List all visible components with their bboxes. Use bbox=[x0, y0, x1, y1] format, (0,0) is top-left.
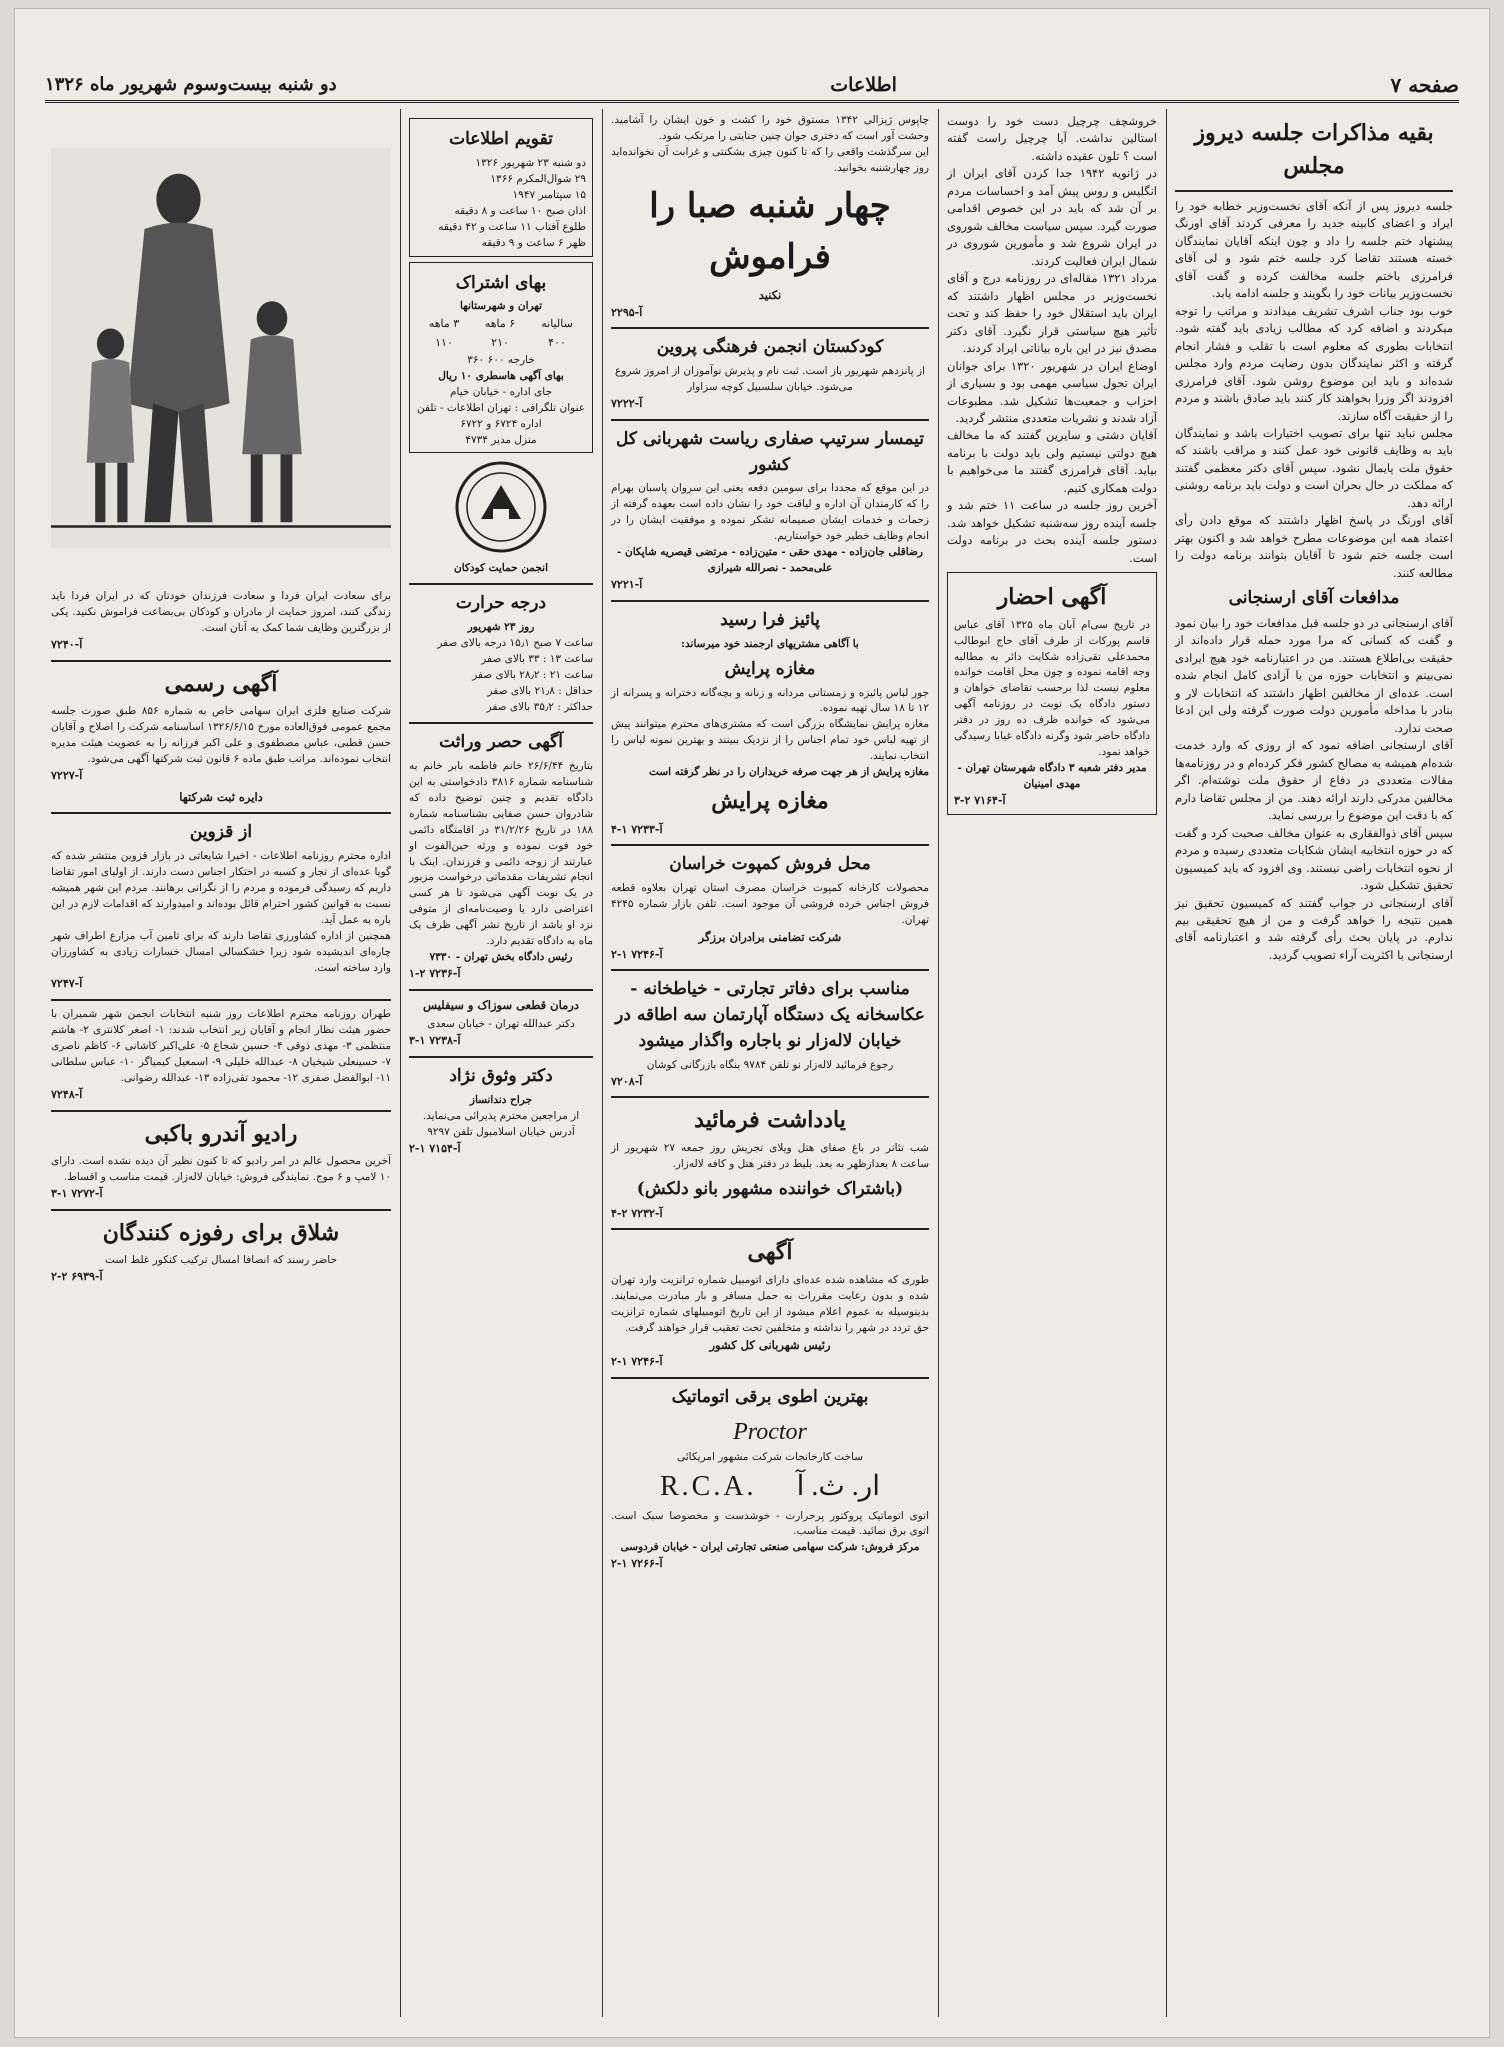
thanks-code: آ-۷۲۲۱ bbox=[611, 578, 643, 592]
qazvin-body-2: همچنین از اداره کشاورزی تقاضا دارند که برای تامین آب مزارع اطراف شهر چاره‌ای اندیشیده شود زیرا خشکسالی امسال خسارات زیادی به کشاورزان وارد ساخته است. bbox=[51, 929, 391, 974]
clinic-title: درمان قطعی سوزاک و سیفلیس bbox=[423, 997, 579, 1012]
divider bbox=[611, 969, 929, 971]
sub-body: آقای ارسنجانی در دو جلسه قبل مدافعات خود را بیان نمود و گفت که کسانی که مرا مورد حمله قرار داده‌اند از حقیقت بی‌اطلاع هستند. من در اعتبارنامه خود هیچ ایرادی نمی‌بینم و انتخابات حوزه من با آزادی کامل انجام شده است. عده‌ای از مخالفین اظهار داشتند که انتخابات لار و بنادر با مداخله مأمورین دولت صورت گرفته ولی این ادعا صحت ندارد. bbox=[1175, 616, 1453, 735]
apartment-code: آ-۷۲۰۸ bbox=[611, 1074, 643, 1088]
column-5 bbox=[45, 109, 397, 2017]
divider bbox=[51, 999, 391, 1001]
page-header bbox=[45, 69, 1459, 103]
column-3 bbox=[605, 109, 935, 2017]
calendar-title: تقویم اطلاعات bbox=[449, 129, 553, 149]
autumn-logo: مغازه پرایش bbox=[711, 788, 829, 815]
temperature-title: درجه حرارت bbox=[455, 593, 547, 614]
qazvin-body: اداره محترم روزنامه اطلاعات - اخیرا شایعاتی در بازار قزوین منتشر شده که گویا عده‌ای از تجار و کسبه در احتکار اجناس دست دارند. از اولیای امور تقاضا داریم که رسیدگی فرموده و مردم را از نگرانی برهانند. مردم این شهر همیشه نسبت به قوانین کشور احترام قائل بوده‌اند و امیدوارند که اقدامات لازم در این باره به عمل آید. bbox=[51, 849, 391, 926]
divider bbox=[611, 600, 929, 602]
notice-footer: رئیس شهربانی کل کشور bbox=[709, 1337, 831, 1352]
temperature-date: روز ۲۳ شهریور bbox=[467, 621, 535, 634]
whip-code: آ-۶۹۳۹ ۲-۲ bbox=[51, 1270, 103, 1284]
temperature-row: ساعت ۲۱ : ۲۸٫۲ بالای صفر bbox=[472, 669, 593, 682]
reminder-title: یادداشت فرمائید bbox=[694, 1107, 846, 1134]
newspaper-page bbox=[14, 8, 1490, 2038]
summons-title: آگهی احضار bbox=[997, 584, 1107, 611]
divider bbox=[611, 1228, 929, 1230]
divider bbox=[51, 1209, 391, 1211]
subscription-header: ۶ ماهه bbox=[484, 317, 516, 331]
column-4 bbox=[403, 109, 599, 2017]
mother-children-illustration bbox=[51, 113, 391, 583]
lead-body-4: آقای اورنگ در پاسخ اظهار داشتند که موقع دادن رأی اعتماد همه این موضوعات مطرح خواهد شد و اکنون بهتر است جلسه ختم شود تا آقایان بتوانند برنامه دولت را مطالعه کنند. bbox=[1175, 513, 1453, 580]
iron-code: آ-۷۲۶۶ ۱-۲ bbox=[611, 1557, 663, 1571]
summons-code: آ-۷۱۶۴ ۲-۳ bbox=[954, 794, 1006, 808]
official-footer: دایره ثبت شرکتها bbox=[179, 789, 263, 804]
film-subtitle: نکنید bbox=[758, 288, 782, 303]
qazvin-title: از قزوین bbox=[189, 822, 253, 843]
lead-body: جلسه دیروز پس از آنکه آقای نخست‌وزیر خطابه خود را ایراد و اعضای کابینه جدید را معرفی کردند آقای اورنگ پیشنهاد ختم جلسه را داد و چون اینکه آقایان نمایندگان خسته هستند تقاضا کرد جلسه ختم شود و لی آقای فرامرزی باختم جلسه مخالفت کرده و گفت آقای نخست‌وزیر بیانات خود را بگویند و جلسه ادامه یابد. bbox=[1175, 198, 1453, 301]
subscription-foreign: خارجه ۶۰۰ ۳۶۰ bbox=[467, 353, 535, 366]
col2-body-3: اوضاع ایران در شهریور ۱۳۲۰ برای جوانان ایران تحول سیاسی مهمی بود و بسیاری از احزاب و جمعیت‌ها تشکیل شد. مطبوعات آزاد شدند و نشریات متعددی منتشر گردید. bbox=[947, 358, 1157, 425]
thanks-body: در این موقع که مجددا برای سومین دفعه یعنی این سروان پاسبان بهرام را که کارمندان آن اداره و لیاقت خود را نشان داده است بعهده گرفته از زحمات و خدمات ایشان صمیمانه تشکر نموده و موفقیت ایشان را در انجام وظایف خطیر خود خواستاریم. bbox=[611, 482, 929, 543]
columns bbox=[45, 109, 1459, 2017]
iron-body: اتوی اتوماتیک پروکتور پرحرارت - خوشدست و مخصوصا سبک است. اتوی برق نمائید. قیمت مناسب. bbox=[611, 1509, 929, 1538]
lead-title: بقیه مذاکرات جلسه دیروز مجلس bbox=[1194, 120, 1434, 180]
autumn-body: جور لباس پائیزه و زمستانی مردانه و زنانه و بچه‌گانه دخترانه و پسرانه از ۱۲ تا ۱۸ سال تهیه نموده. bbox=[611, 686, 929, 715]
divider bbox=[611, 1377, 929, 1379]
divider bbox=[611, 419, 929, 421]
issue-date: دو شنبه بیست‌وسوم شهریور ماه ۱۳۲۶ bbox=[45, 74, 337, 95]
iron-subtitle: ساخت کارخانجات شرکت مشهور امریکائی bbox=[676, 1451, 864, 1464]
temperature-row: ساعت ۱۳ : ۳۳ بالای صفر bbox=[481, 653, 593, 666]
divider bbox=[409, 1056, 593, 1058]
inheritance-code: آ-۷۲۳۶ ۲-۱ bbox=[409, 967, 461, 981]
column-1 bbox=[1169, 109, 1459, 2017]
divider bbox=[409, 583, 593, 585]
notice-code: آ-۷۲۴۶ ۱-۲ bbox=[611, 1355, 663, 1369]
column-2 bbox=[941, 109, 1163, 2017]
autumn-body-2: مغازه پرایش نمایشگاه بزرگی است که مشتری‌های محترم میتوانند پیش از تهیه لباس خود تمام اجناس را از نزدیک ببینند و بهترین نمونه لباس را انتخاب نمایند. bbox=[611, 718, 929, 763]
divider bbox=[611, 327, 929, 329]
election-body: طهران روزنامه محترم اطلاعات روز شنبه انتخابات انجمن شهر شمیران با حضور هیئت نظار انجام و آقایان زیر انتخاب شدند: ۱- اصغر کلانتری ۲- هاشم منتظمی ۳- مهدی ذوقی ۴- حسین شجاع ۵- علی‌اکبر کاشانی ۶- کاظم ناصری ۷- حسینعلی شیخیان ۸- عبدالله خلیلی ۹- اسمعیل کیمیاگر ۱۰- عباس سلطانی ۱۱- ابوالفضل صفری ۱۲- محمود تقی‌زاده ۱۳- عبدالله رضوانی. bbox=[51, 1008, 392, 1084]
divider bbox=[611, 1096, 929, 1098]
apartment-body: رجوع فرمائید لاله‌زار نو تلفن ۹۷۸۴ بنگاه بازرگانی کوشان bbox=[646, 1058, 894, 1071]
summons-body: در تاریخ سی‌ام آبان ماه ۱۳۲۵ آقای عباس قاسم پورکات از طرف آقای حاج ابوطالب محمدعلی تقی‌زاده شکایت دائر به مطالبه وجه اقامه نموده و چون محل اقامت خوانده معلوم نیست لذا برحسب تقاضای خواهان و دستور دادگاه یک نوبت در روزنامه آگهی می‌شود که خوانده ظرف ده روز در دفتر دادگاه حاضر شود وگرنه دادگاه غیابا رسیدگی خواهد نمود. bbox=[954, 618, 1150, 759]
autumn-store: مغازه پرایش bbox=[724, 658, 816, 679]
calendar-row: ۲۹ شوال‌المکرم ۱۳۶۶ bbox=[490, 172, 586, 185]
whip-body: حاضر رسند که انصافا امسال ترکیب کنکور غلط است bbox=[105, 1254, 337, 1267]
iron-rca bbox=[611, 1466, 929, 1509]
iron-brand: Proctor bbox=[733, 1418, 807, 1445]
charity-logo-icon bbox=[453, 459, 549, 555]
divider bbox=[611, 844, 929, 846]
compote-footer: شرکت تضامنی برادران برزگر bbox=[698, 930, 842, 945]
lead-body-3: مجلس نباید تنها برای تصویب اختیارات باشد و نمایندگان باید به وظایف قانونی خود عمل کنند و مراقب باشند که حقوق ملت پایمال نشود. سپس آقای دکتر معظمی گفتند که مملکت در حال بحران است و دولت باید برنامه روشنی ارائه دهد. bbox=[1175, 425, 1453, 510]
divider bbox=[51, 812, 391, 814]
film-code: آ-۲۲۹۵ bbox=[611, 305, 643, 319]
thanks-title: تیمسار سرتیپ صفاری ریاست شهربانی کل کشور bbox=[615, 428, 925, 475]
col2-body: در ژانویه ۱۹۴۲ جدا کردن آقای ایران از انگلیس و روس پیش آمد و احساسات مردم بر آن شد که باید در این خصوص اقدامی صورت گیرد. سپس سیاست مخالف شوروی در ایران شروع شد و مأمورین شوروی در شمال ایران فعالیت کردند. bbox=[947, 166, 1157, 268]
qazvin-code: آ-۷۲۴۷ bbox=[51, 977, 83, 991]
apartment-title: مناسب برای دفاتر تجارتی - خیاطخانه - عکاسخانه یک دستگاه آپارتمان سه اطاقه در خیابان لاله‌زار نو باجاره واگذار میشود bbox=[615, 979, 925, 1051]
divider bbox=[1175, 190, 1453, 192]
clinic-code: آ-۷۲۳۸ ۱-۳ bbox=[409, 1034, 461, 1048]
calendar-row: اذان صبح ۱۰ ساعت و ۸ دقیقه bbox=[454, 204, 586, 217]
calendar-row: ۱۵ سپتامبر ۱۹۴۷ bbox=[512, 188, 586, 201]
illustration-caption: برای سعادت ایران فردا و سعادت فرزندان خودتان که در ایران فردا باید زندگی کنند، امروز حمایت از مادران و کودکان بی‌بضاعت فراموش نکنید. یکی از بزرگترین وظایف شما کمک به آنان است. bbox=[51, 590, 391, 634]
notice-body: طوری که مشاهده شده عده‌ای دارای اتومبیل شماره ترانزیت وارد تهران شده و بدون رعایت مقررات به حمل مسافر و بار مبادرت می‌نمایند. بدینوسیله به عموم اعلام میشود از این تاریخ اتومبیلهای شماره ترانزیت حق تردد در شهر را نداشته و متخلفین تحت تعقیب قرار خواهند گرفت. bbox=[611, 1273, 929, 1334]
radio-code: آ-۷۲۷۲ ۱-۳ bbox=[51, 1187, 103, 1201]
calendar-box bbox=[409, 118, 593, 257]
temperature-row: ساعت ۷ صبح ۱۵٫۱ درجه بالای صفر bbox=[437, 637, 593, 650]
crime-teaser: چاپوس ژیزالی ۱۳۴۲ مستوق خود را کشت و خون ایشان را آشامید. وحشت آور است که دختری جوان چنین جنایتی را مرتکب شود. bbox=[611, 114, 929, 142]
summons-footer: مدیر دفتر شعبه ۳ دادگاه شهرستان تهران - مهدی امینیان bbox=[957, 762, 1147, 791]
divider bbox=[51, 660, 391, 662]
reminder-code: آ-۷۲۳۲ ۲-۴ bbox=[611, 1206, 663, 1220]
paper-name: اطلاعات bbox=[830, 73, 897, 96]
autumn-body-3: مغازه پرایش از هر جهت صرفه خریداران را در نظر گرفته است bbox=[649, 766, 929, 779]
dentist-subtitle: جراح دندانساز bbox=[469, 1093, 533, 1106]
calendar-row: طلوع آفتاب ۱۱ ساعت و ۴۲ دقیقه bbox=[438, 220, 586, 233]
illustration-code: آ-۷۲۴۰ bbox=[51, 637, 83, 651]
compote-title: محل فروش کمپوت خراسان bbox=[669, 854, 871, 875]
col2-intro: خروشچف چرچیل دست خود را دوست استالین نداشت. آیا چرچیل راست گفته است ؟ تلون عقیده داشته. bbox=[947, 114, 1157, 163]
clinic-body: دکتر عبدالله تهران - خیابان سعدی bbox=[427, 1018, 575, 1031]
autumn-title: پائیز فرا رسید bbox=[720, 609, 820, 630]
film-title: چهار شنبه صبا را فراموش bbox=[649, 185, 891, 278]
radio-body: آخرین محصول عالم در امر رادیو که تا کنون نظیر آن دیده نشده است. دارای ۱۰ لامپ و ۶ موج. نمایندگی فروش: خیابان لاله‌زار. قیمت مناسب و اقساط. bbox=[51, 1155, 391, 1184]
divider bbox=[409, 722, 593, 724]
crime-teaser-2: این سرگذشت واقعی را که تا کنون چیزی بشکنتی و غرابت آن نخوانده‌اید روز چهارشنبه بخوانید. bbox=[611, 145, 929, 174]
radio-title: رادیو آندرو باکبی bbox=[144, 1120, 298, 1147]
whip-title: شلاق برای رفوزه کنندگان bbox=[102, 1219, 340, 1246]
col2-body-4: آقایان دشتی و سایرین گفتند که ما مخالف هیچ دولتی نیستیم ولی باید دولت با برنامه بیاید. آقای فرامرزی گفتند ما می‌خواهیم با دولت همکاری کنیم. bbox=[947, 428, 1157, 495]
iron-rca-latin: R.C.A. bbox=[659, 1470, 757, 1502]
column-rule bbox=[602, 109, 603, 2017]
subscription-line: تهران و شهرستانها bbox=[459, 300, 543, 313]
office-phone: عنوان تلگرافی : تهران اطلاعات - تلفن اداره ۶۷۲۴ و ۶۷۲۲ bbox=[416, 401, 586, 430]
temperature-row: حداقل : ۲۱٫۸ بالای صفر bbox=[487, 685, 593, 698]
subscription-box bbox=[409, 262, 593, 454]
notice-title: آگهی bbox=[747, 1239, 793, 1266]
inheritance-title: آگهی حصر وراثت bbox=[439, 731, 563, 752]
dentist-code: آ-۷۱۵۴ ۱-۲ bbox=[409, 1141, 461, 1155]
office-address: جای اداره - خیابان خیام bbox=[450, 385, 552, 398]
subscription-title: بهای اشتراک bbox=[455, 272, 547, 293]
dentist-title: دکتر وثوق نژاد bbox=[449, 1066, 553, 1087]
page-number: صفحه ۷ bbox=[1390, 72, 1459, 97]
column-rule bbox=[938, 109, 939, 2017]
divider bbox=[51, 1110, 391, 1112]
sub-body-4: آقای ارسنجانی در جواب گفتند که کمیسیون تحقیق نیز همین نتیجه را خواهد گرفت و من از هیچ تحقیقی بیم ندارم. در پایان بحث رأی گرفته شد و اعتبارنامه آقای ارسنجانی با اکثریت آراء تصویب گردید. bbox=[1175, 895, 1453, 962]
calendar-row: دو شنبه ۲۳ شهریور ۱۳۲۶ bbox=[475, 156, 586, 169]
election-code: آ-۷۲۴۸ bbox=[51, 1087, 83, 1101]
subscription-value: ۱۱۰ bbox=[435, 336, 453, 350]
lead-body-2: خوب بود جناب اشرف تشریف میدادند و مراتب را توجه میکردند و اضافه کرد که مطالب زیادی باید گفته شود. انتخابات بطوری که معلوم است با تقلب و فشار انجام گرفته و اکثر نمایندگان بدون رضایت مردم وارد مجلس شده‌اند و باید این موضوع روشن شود. آقای فرامرزی افزودند اگر وزرا بخواهند کار کنند باید صادق باشند و مردم را از حقیقت آگاه سازند. bbox=[1175, 303, 1453, 423]
autumn-subtitle: با آگاهی مشتریهای ارجمند خود میرساند: bbox=[681, 637, 859, 650]
official-title: آگهی رسمی bbox=[164, 670, 278, 697]
kindergarten-title: کودکستان انجمن فرهنگی پروین bbox=[656, 337, 884, 358]
kindergarten-code: آ-۷۲۲۲ bbox=[611, 397, 643, 411]
subscription-header: ۳ ماهه bbox=[428, 317, 460, 331]
temperature-row: حداکثر : ۳۵٫۲ بالای صفر bbox=[486, 701, 593, 714]
column-rule bbox=[400, 109, 401, 2017]
compote-body: محصولات کارخانه کمپوت خراسان مصرف استان تهران بعلاوه قطعه فروش اجناس خرده فروشی آن موجود است. تلفن بازار شماره ۴۲۴۵ تهران. bbox=[611, 882, 929, 927]
subscription-header: سالیانه bbox=[541, 317, 573, 331]
autumn-code: آ-۷۲۳۳ ۱-۴ bbox=[611, 822, 663, 836]
subscription-table bbox=[416, 315, 586, 352]
sub-body-2: آقای ارسنجانی اضافه نمود که از روزی که وارد خدمت شده‌ام همیشه به مصالح کشور فکر کرده‌ام و در روزنامه‌ها مقالات متعددی در دفاع از حقوق ملت نوشته‌ام. اگر مخالفین مدرکی دارند ارائه دهند. من از مجلس تقاضا دارم که با دقت این موضوع را بررسی نماید. bbox=[1175, 738, 1453, 823]
reminder-body: شب تئاتر در باغ صفای هتل ویلای تجریش روز جمعه ۲۷ شهریور از ساعت ۸ بعدازظهر به بعد. بلیط در دفتر هتل و کافه لاله‌زار. bbox=[611, 1141, 929, 1170]
divider bbox=[409, 989, 593, 991]
dentist-body: از مراجعین محترم پذیرائی می‌نماید. آدرس خیابان اسلامبول تلفن ۹۲۹۷ bbox=[422, 1109, 580, 1138]
calendar-row: ظهر ۶ ساعت و ۹ دقیقه bbox=[481, 236, 586, 249]
reminder-subtitle: (باشتراک خواننده مشهور بانو دلکش) bbox=[636, 1178, 904, 1199]
iron-footer: مرکز فروش: شرکت سهامی صنعتی تجارتی ایران - خیابان فردوسی bbox=[620, 1541, 920, 1554]
charity-caption: انجمن حمایت کودکان bbox=[454, 562, 548, 575]
col2-body-2: مرداد ۱۳۲۱ مقاله‌ای در روزنامه درج و آقای نخست‌وزیر در مجلس اظهار داشتند که ایران باید استقلال خود را حفظ کند و تحت تأثیر هیچ سیاستی قرار نگیرد. آقای دکتر مصدق نیز در این باره بیاناتی ایراد کردند. bbox=[947, 271, 1157, 356]
inheritance-footer: رئیس دادگاه بخش تهران - ۷۳۳۰ bbox=[429, 951, 573, 964]
compote-code: آ-۷۲۴۶ ۱-۲ bbox=[611, 947, 663, 961]
sub-title: مدافعات آقای ارسنجانی bbox=[1228, 588, 1400, 609]
editor-phone: منزل مدیر ۴۷۳۴ bbox=[465, 433, 537, 446]
kindergarten-body: از پانزدهم شهریور باز است. ثبت نام و پذیرش نوآموزان از امروز شروع می‌شود. خیابان سلسبیل کوچه سزاوار bbox=[615, 365, 925, 394]
iron-rca-fa: ار. ث. آ bbox=[796, 1470, 881, 1502]
sub-body-3: سپس آقای ذوالفقاری به عنوان مخالف صحبت کرد و گفت که در حوزه انتخابیه ایشان شکایات متعددی رسیده و مردم از نحوه انتخابات راضی نیستند. وی افزود که باید کمیسیون تحقیق تشکیل شود. bbox=[1175, 825, 1453, 893]
official-body: شرکت صنایع فلزی ایران سهامی خاص به شماره ۸۵۶ طبق صورت جلسه مجمع عمومی فوق‌العاده مورخ ۱۳۲۶/۶/۱۵ اساسنامه شرکت را اصلاح و آقایان حسن قطبی، عباس مصطفوی و علی اکبر فرزانه را به عضویت هیئت مدیره انتخاب نموده‌اند. مراتب طبق ماده ۶ قانون ثبت شرکتها آگهی می‌شود. bbox=[51, 705, 392, 765]
subscription-value: ۴۰۰ bbox=[548, 336, 566, 350]
inheritance-body: بتاریخ ۲۶/۶/۴۴ خانم فاطمه بابر خانم به شناسنامه شماره ۳۸۱۶ دادخواستی به این دادگاه تقدیم و چنین توضیح داده که شادروان حسن صفایی بشناسنامه شماره ۱۸۸ در تاریخ ۳۱/۲/۲۶ در اقامتگاه دائمی خود فوت نموده و ورثه حین‌الفوت او عبارتند از زوجه دائمی و فرزندان. اینک با انجام تشریفات مقدماتی درخواست مزبور در یک نوبت آگهی می‌شود تا هر کسی اعتراضی دارد یا وصیت‌نامه‌ای از متوفی نزد او باشد از تاریخ نشر آگهی ظرف یک ماه به دادگاه تقدیم دارد. bbox=[409, 759, 594, 948]
column-rule bbox=[1166, 109, 1167, 2017]
official-code: آ-۷۲۲۷ bbox=[51, 768, 83, 782]
summons-notice bbox=[947, 572, 1157, 815]
ad-price: بهای آگهی هاسطری ۱۰ ریال bbox=[438, 369, 564, 382]
subscription-value: ۲۱۰ bbox=[491, 336, 509, 350]
col2-body-5: آخرین روز جلسه در ساعت ۱۱ ختم شد و جلسه آینده روز سه‌شنبه تشکیل خواهد شد. دستور جلسه آینده بحث در برنامه دولت است. bbox=[947, 498, 1157, 565]
iron-title: بهترین اطوی برقی اتوماتیک bbox=[671, 1386, 869, 1407]
thanks-names: رضاقلی جان‌زاده - مهدی حقی - متین‌زاده - مرتضی قیصریه شاپکان - علی‌محمد - نصرالله شیرازی bbox=[617, 546, 923, 575]
